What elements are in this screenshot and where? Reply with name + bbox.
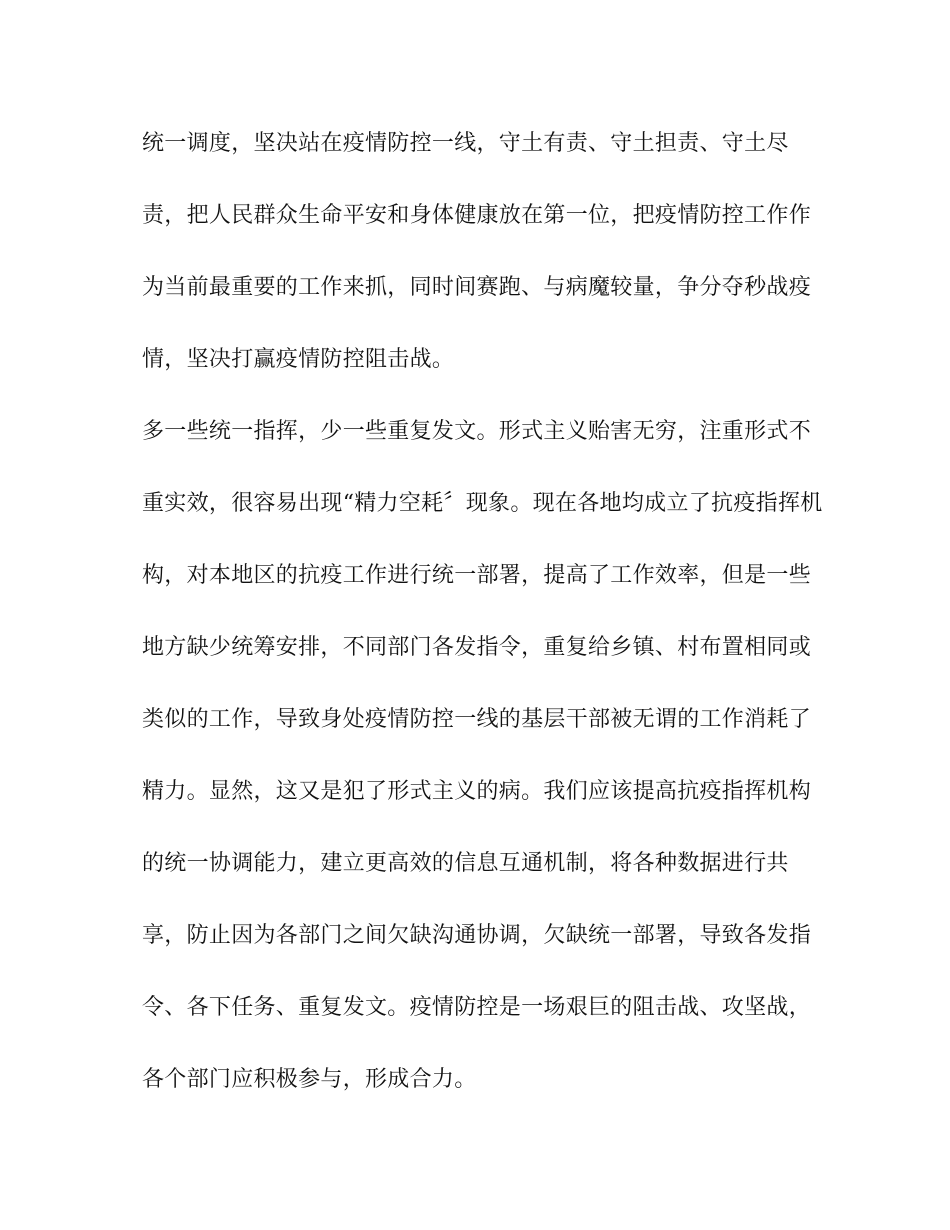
text-line: 地方缺少统筹安排，不同部门各发指令，重复给乡镇、村布置相同或 xyxy=(142,635,812,660)
text-line: 责，把人民群众生命平安和身体健康放在第一位，把疫情防控工作作 xyxy=(142,203,812,228)
text-line: 统一调度，坚决站在疫情防控一线，守土有责、守土担责、守土尽 xyxy=(142,131,789,156)
text-line: 多一些统一指挥，少一些重复发文。形式主义贻害无穷，注重形式不 xyxy=(142,419,812,444)
text-line: 情，坚决打赢疫情防控阻击战。 xyxy=(142,347,455,372)
text-line: 令、各下任务、重复发文。疫情防控是一场艰巨的阻击战、攻坚战， xyxy=(142,995,812,1020)
text-line: 享，防止因为各部门之间欠缺沟通协调，欠缺统一部署，导致各发指 xyxy=(142,923,812,948)
text-line: 精力。显然，这又是犯了形式主义的病。我们应该提高抗疫指挥机构 xyxy=(142,779,812,804)
text-line: 为当前最重要的工作来抓，同时间赛跑、与病魔较量，争分夺秒战疫 xyxy=(142,275,812,300)
text-line: 的统一协调能力，建立更高效的信息互通机制，将各种数据进行共 xyxy=(142,851,789,876)
text-line: 重实效，很容易出现“精力空耗〞现象。现在各地均成立了抗疫指挥机 xyxy=(142,491,823,516)
text-line: 构，对本地区的抗疫工作进行统一部署，提高了工作效率，但是一些 xyxy=(142,563,812,588)
text-line: 各个部门应积极参与，形成合力。 xyxy=(142,1067,477,1092)
text-line: 类似的工作，导致身处疫情防控一线的基层干部被无谓的工作消耗了 xyxy=(142,707,812,732)
